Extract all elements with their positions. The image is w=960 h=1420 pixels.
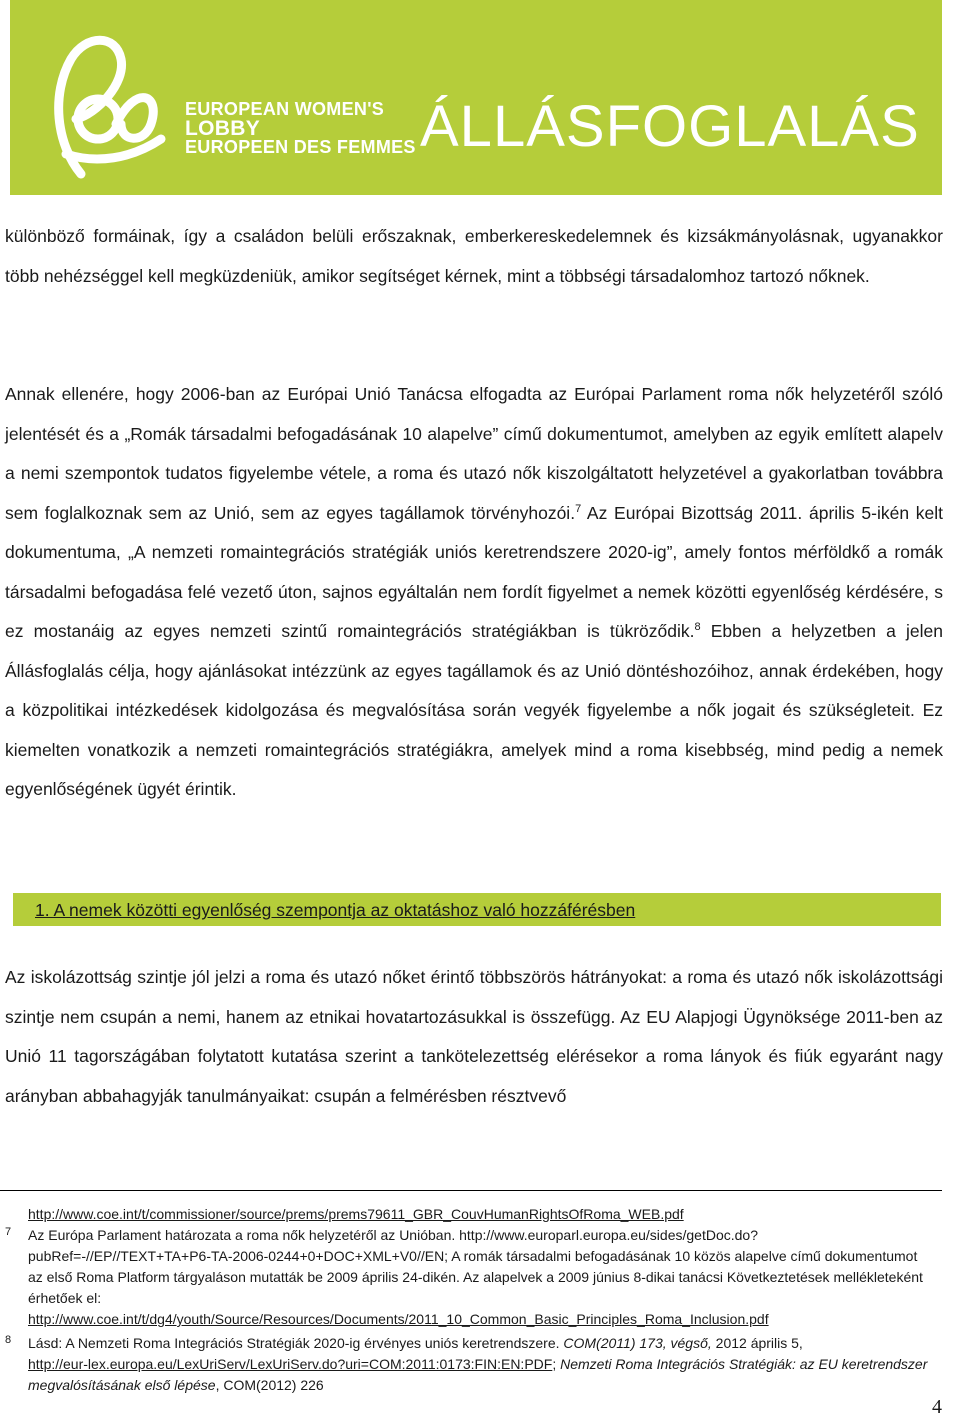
section-heading [13,893,941,926]
document-title: ÁLLÁSFOGLALÁS [420,94,920,159]
org-line-3: EUROPEEN DES FEMMES [185,137,416,157]
footnote-8-separator: ; [552,1356,561,1372]
org-line-1: EUROPEAN WOMEN'S [185,99,385,119]
page-number: 4 [932,1396,942,1418]
footnote-ref-8[interactable]: 8 [694,621,701,633]
footnote-7-number: 7 [5,1226,12,1238]
footnote-cont-link[interactable]: http://www.coe.int/t/commissioner/source/prems/prems79611_GBR_CouvHumanRightsOfRoma_WEB.pdf [28,1206,684,1222]
footnote-8 [5,1333,935,1396]
footnote-8-text-b: 2012 április 5, [711,1335,803,1351]
paragraph-1 [5,217,943,296]
footnote-7-text: Az Európa Parlament határozata a roma nők helyzetéről az Unióban. http://www.europarl.europa.eu/sides/getDoc.do?pubRef=-//EP//TEXT+TA+P6-TA-2006-0244+0+DOC+XML+V0//EN; A romák társadalmi befogadásának 10 közös alapelve című dokumentumot az első Roma Platform tárgyaláson mutatták be 2009 április 24-dikén. Az alapelvek a 2009 június 8-dikai tanácsi Következtetések mellékleteként érhetőek el: [28,1227,923,1306]
footnote-7 [5,1225,935,1330]
footnote-8-text-a: Lásd: A Nemzeti Roma Integrációs Stratégiák 2020-ig érvényes uniós keretrendszere. [28,1335,564,1351]
ewl-logo-icon [36,24,176,184]
footnote-8-link[interactable]: http://eur-lex.europa.eu/LexUriServ/LexUriServ.do?uri=COM:2011:0173:FIN:EN:PDF [28,1356,553,1372]
footnote-8-italic-2: Nemzeti Roma Integrációs Stratégiák: az EU keretrendszer megvalósításának első lépése [28,1356,928,1393]
footnote-divider [0,1190,942,1191]
paragraph-3-text: Az iskolázottság szintje jól jelzi a roma és utazó nőket érintő többszörös hátrányokat: a roma és utazó nők iskolázottsági szintje nem csupán a nemi, hanem az etnikai hovatartozásukkal is összefügg. Az EU Alapjogi Ügynöksége 2011-ben az Unió 11 tagországában folytatott kutatása szerint a tankötelezettség elérésekor a roma lányok és fiúk egyaránt nagy arányban abbahagyják tanulmányaikat: csupán a felmérésben résztvevő [5,967,943,1106]
section-heading-text: 1. A nemek közötti egyenlőség szempontja az oktatáshoz való hozzáférésben [35,900,636,920]
footnote-8-text-c: , COM(2012) 226 [215,1377,324,1393]
header-banner [10,0,942,195]
footnote-8-number: 8 [5,1334,12,1346]
footnote-continuation [5,1204,935,1225]
paragraph-2-part-c: Ebben a helyzetben a jelen Állásfoglalás célja, hogy ajánlásokat intézzünk az egyes tagállamok és az Unió döntéshozóihoz, annak érdekében, hogy a közpolitikai intézkedések kidolgozása és megvalósítása során vegyék figyelembe a nők jogait és szükségleteit. Ez kiemelten vonatkozik a nemzeti romaintegrációs stratégiákra, amelyek mind a roma kisebbség, mind pedig a nemek egyenlőségének ügyét érintik. [5,621,943,799]
paragraph-3 [5,958,943,1116]
footnote-ref-7[interactable]: 7 [575,502,582,515]
paragraph-2-part-b: Az Európai Bizottság 2011. április 5-ikén kelt dokumentuma, „A nemzeti romaintegrációs stratégiák uniós keretrendszere 2020-ig”, amely fontos mérföldkő a romák társadalmi befogadása felé vezető úton, sajnos egyáltalán nem fordít figyelmet a nemek közötti egyenlőség kérdésére, s ez mostanáig az egyes nemzeti szintű romaintegrációs stratégiákban is tükröződik. [5,502,943,641]
org-line-2: LOBBY [185,117,260,140]
footnote-7-link[interactable]: http://www.coe.int/t/dg4/youth/Source/Resources/Documents/2011_10_Common_Basic_Principles_Roma_Inclusion.pdf [28,1311,769,1327]
paragraph-1-text: különböző formáinak, így a családon belüli erőszaknak, emberkereskedelemnek és kizsákmányolásnak, ugyanakkor több nehézséggel kell megküzdeniük, amikor segítséget kérnek, mint a többségi társadalomhoz tartozó nőknek. [5,226,943,286]
paragraph-2-part-a: Annak ellenére, hogy 2006-ban az Európai Unió Tanácsa elfogadta az Európai Parlament roma nők helyzetéről szóló jelentését és a „Romák társadalmi befogadásának 10 alapelve” című dokumentumot, amelyben az egyik említett alapelv a nemi szempontok tudatos figyelembe vétele, a roma és utazó nők kiszolgáltatott helyzetével a gyakorlatban továbbra sem foglalkoznak sem az Unió, sem az egyes tagállamok törvényhozói. [5,384,943,523]
organization-name [185,100,416,157]
footnote-8-italic-1: COM(2011) 173, végső, [563,1335,712,1351]
paragraph-2 [5,375,943,810]
